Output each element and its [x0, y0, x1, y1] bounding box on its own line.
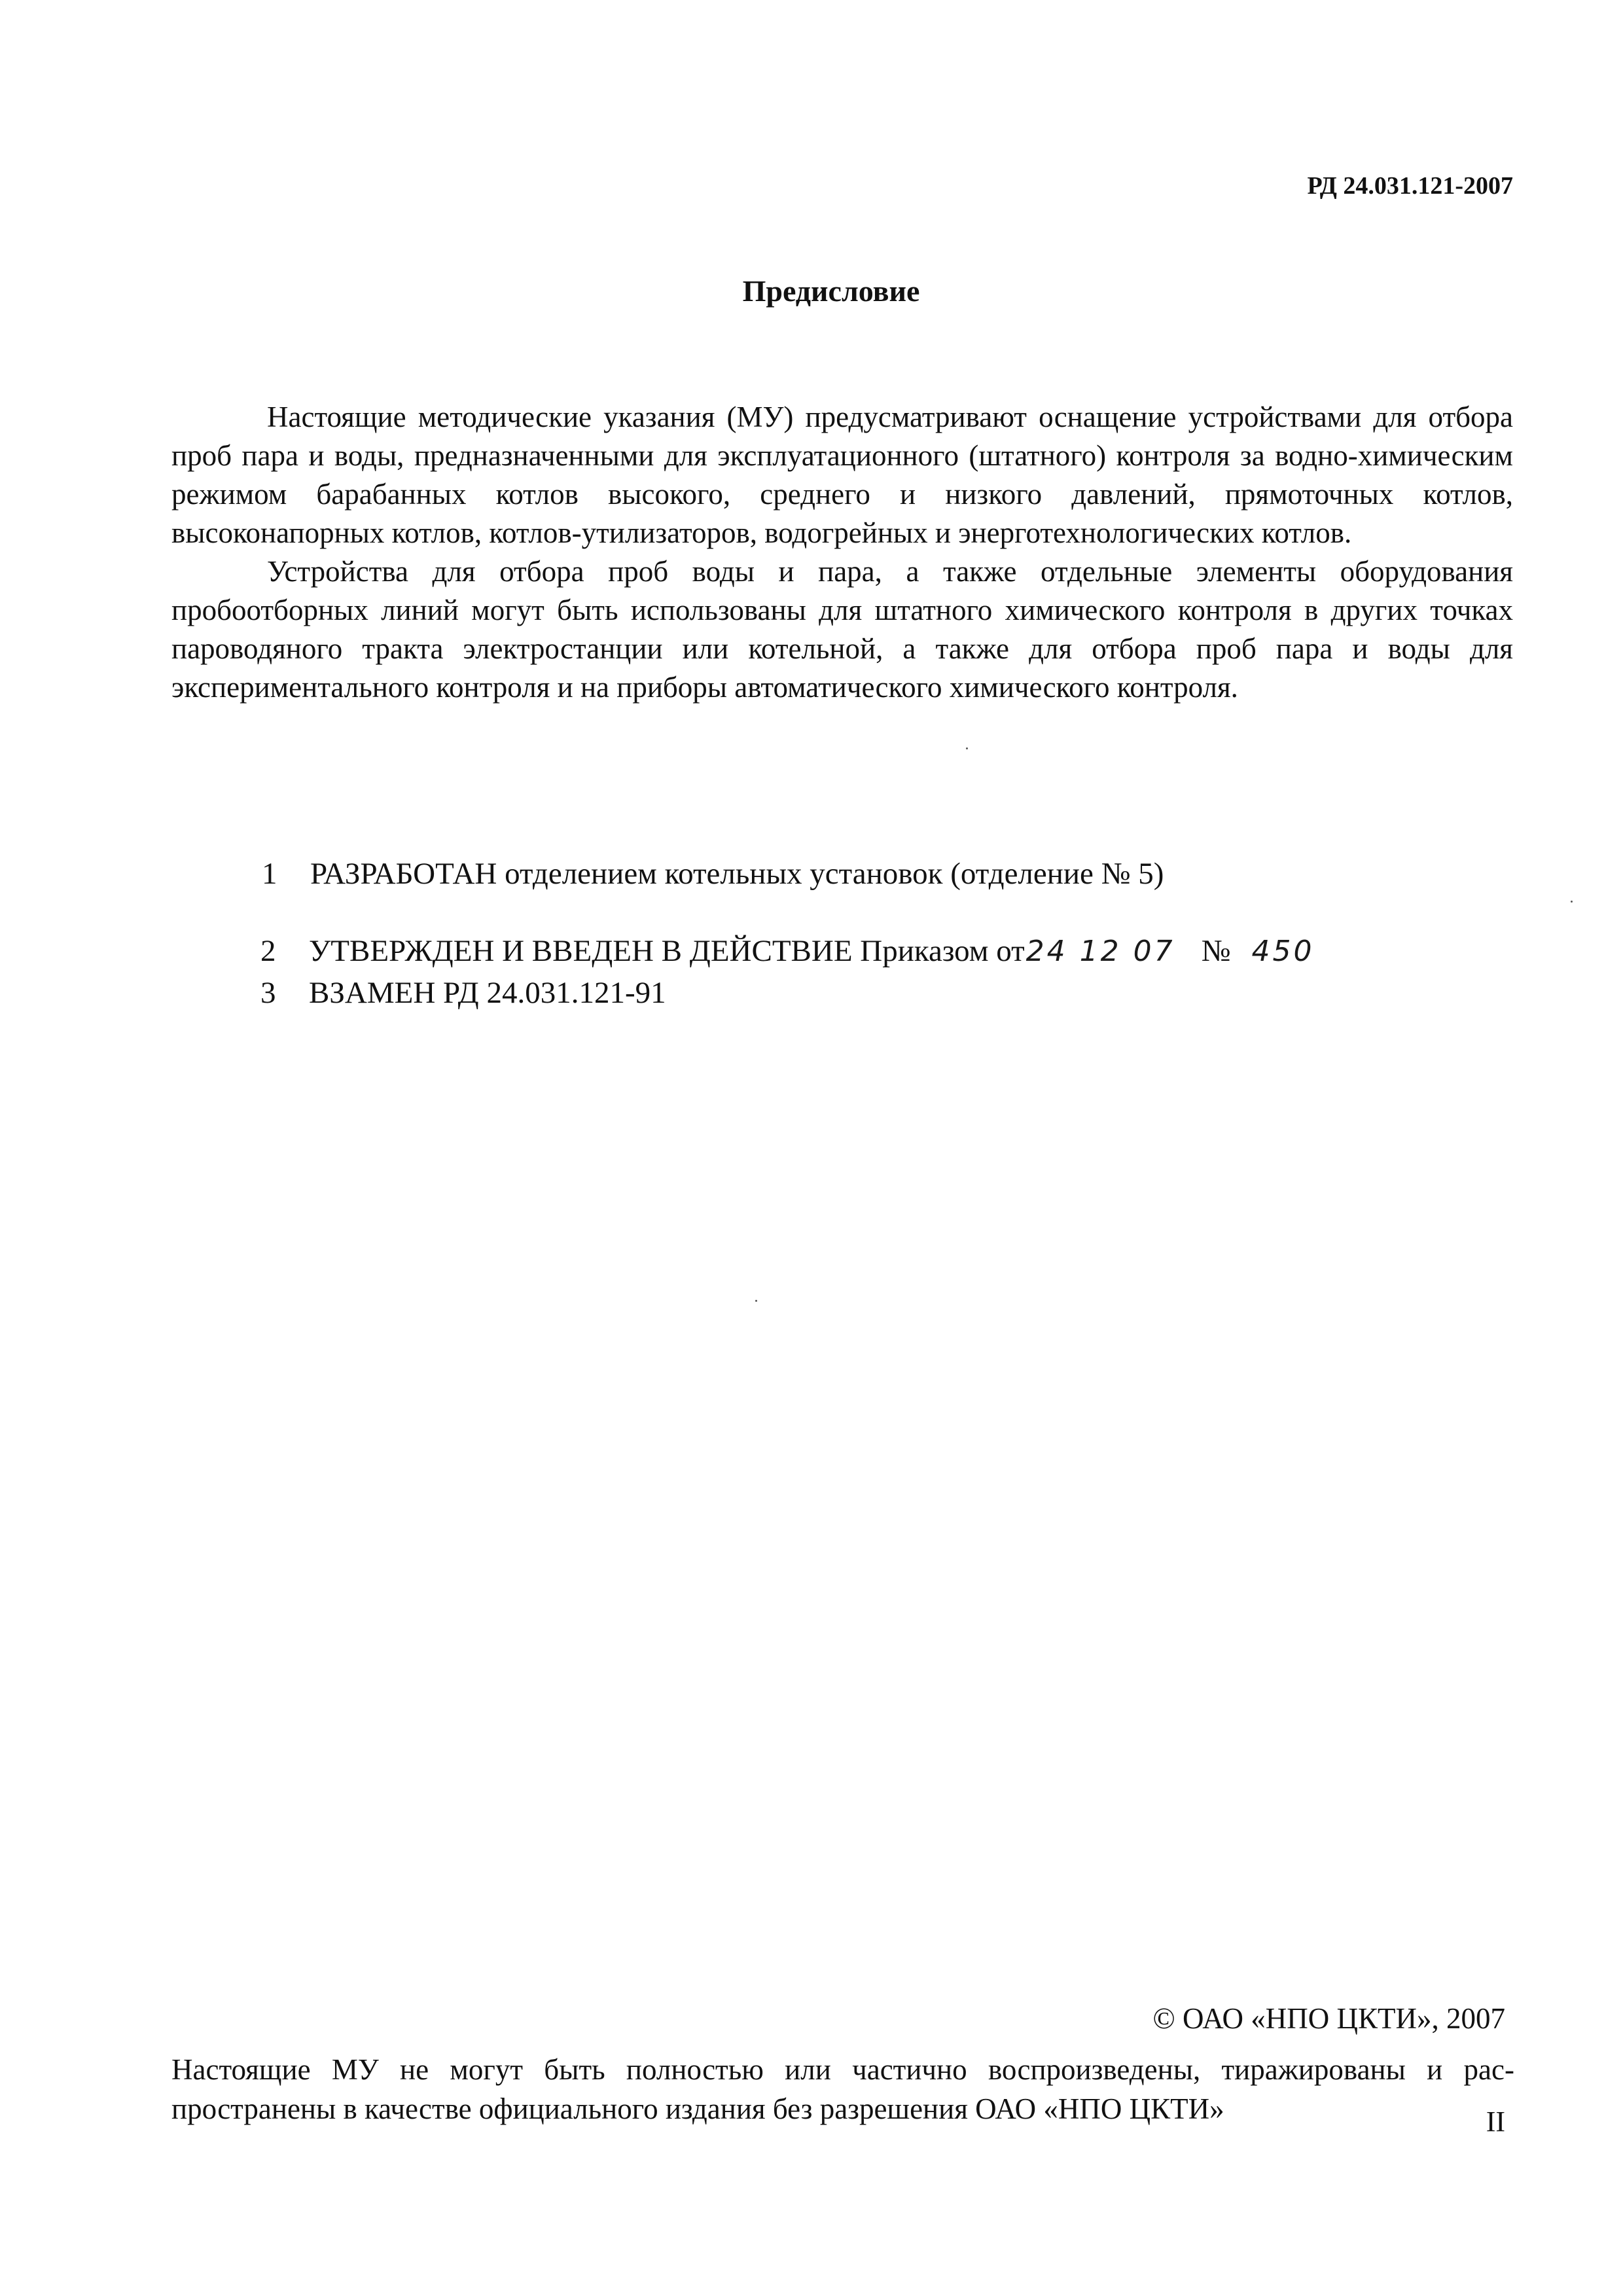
info-item-developed — [262, 856, 1164, 891]
info-item-text: РАЗРАБОТАН отделением котельных установок (отделение № 5) — [310, 857, 1164, 891]
handwritten-order-number: 450 — [1251, 935, 1315, 968]
scan-speck — [966, 747, 968, 749]
number-sign: № — [1201, 934, 1231, 968]
page-number: II — [1486, 2106, 1505, 2138]
handwritten-order-date: 24 12 07 — [1026, 935, 1175, 968]
info-item-text: ВЗАМЕН РД 24.031.121-91 — [309, 976, 666, 1010]
info-item-number: 1 — [262, 857, 277, 891]
preface-paragraph-2: Устройства для отбора проб воды и пара, а также отдельные элементы оборудования пробоотборных линий могут быть использованы для штатного химического контроля в других точках пароводяного тракта электростанции или котельной, а также для отбора проб пара и воды для экспериментального контроля и на приборы автоматического химического контроля. — [171, 555, 1513, 704]
document-code: РД 24.031.121-2007 — [1307, 172, 1513, 200]
info-item-number: 2 — [260, 934, 276, 968]
rights-notice-text: Настоящие МУ не могут быть полностью или частично воспроизведены, тиражированы и распространены в качестве официального издания без разрешения ОАО «НПО ЦКТИ» — [171, 2053, 1514, 2125]
info-item-approved — [260, 933, 1314, 969]
info-item-replaces — [260, 975, 666, 1011]
info-item-number: 3 — [260, 976, 276, 1010]
preface-paragraph-1: Настоящие методические указания (МУ) предусматривают оснащение устройствами для отбора проб пара и воды, предназначенными для эксплуатационного (штатного) контроля за водно-химическим режимом барабанных котлов высокого, среднего и низкого давлений, прямоточных котлов, высоконапорных котлов, котлов-утилизаторов, водогрейных и энерготехнологических котлов. — [171, 401, 1513, 549]
preface-body — [171, 398, 1513, 707]
preface-title: Предисловие — [742, 274, 920, 308]
copyright-notice: © ОАО «НПО ЦКТИ», 2007 — [1152, 2002, 1505, 2035]
scan-speck — [1571, 901, 1573, 903]
scan-speck — [755, 1300, 757, 1302]
info-item-text: УТВЕРЖДЕН И ВВЕДЕН В ДЕЙСТВИЕ Приказом от — [309, 934, 1025, 968]
rights-notice — [171, 2050, 1514, 2128]
